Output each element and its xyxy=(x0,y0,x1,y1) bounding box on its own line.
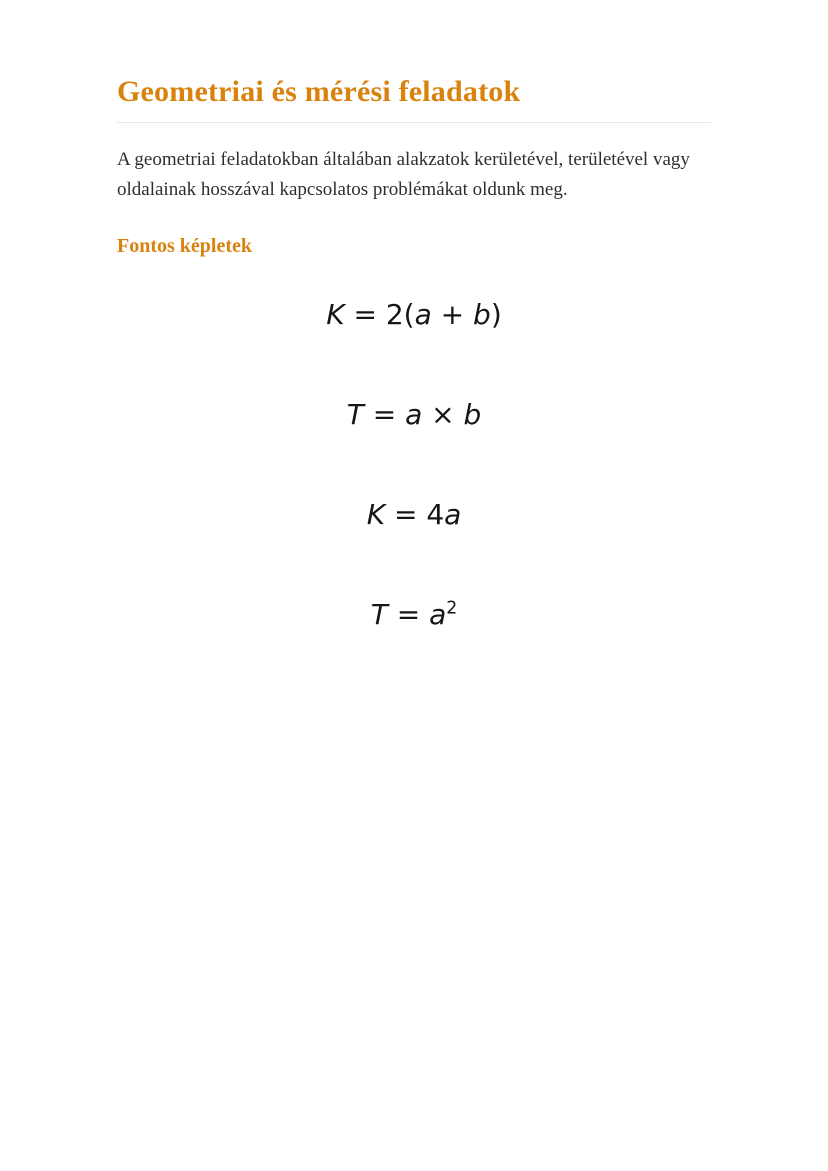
formula-square-perimeter xyxy=(117,498,711,532)
math-variable: K xyxy=(326,298,345,331)
formula-square-area xyxy=(117,598,711,632)
math-variable: T xyxy=(346,398,364,431)
formula-rectangle-area xyxy=(117,398,711,432)
intro-paragraph: A geometriai feladatokban általában alakzatok kerületével, területével vagy oldalainak hosszával kapcsolatos problémákat oldunk meg. xyxy=(117,149,690,200)
math-operator: = xyxy=(387,598,430,631)
formula-list xyxy=(117,298,711,632)
formula-rectangle-perimeter xyxy=(117,298,711,332)
math-variable: b xyxy=(463,398,482,431)
math-variable: a xyxy=(444,498,462,531)
article xyxy=(117,0,711,632)
math-variable: K xyxy=(366,498,386,531)
math-operator: = 4 xyxy=(385,498,445,531)
math-variable: a xyxy=(414,298,432,331)
math-operator: × xyxy=(422,398,464,431)
math-variable: a xyxy=(429,598,447,631)
math-operator: = 2( xyxy=(344,298,415,331)
math-operator: ) xyxy=(490,298,502,331)
math-variable: T xyxy=(370,598,388,631)
math-variable: a xyxy=(405,398,423,431)
math-variable: b xyxy=(473,298,491,331)
section-heading-fontos-kepletek: Fontos képletek xyxy=(117,235,252,257)
math-operator: = xyxy=(363,398,406,431)
math-operator: + xyxy=(431,298,474,331)
page-title: Geometriai és mérési feladatok xyxy=(117,75,521,108)
title-divider xyxy=(117,122,711,123)
math-superscript: 2 xyxy=(446,598,458,619)
